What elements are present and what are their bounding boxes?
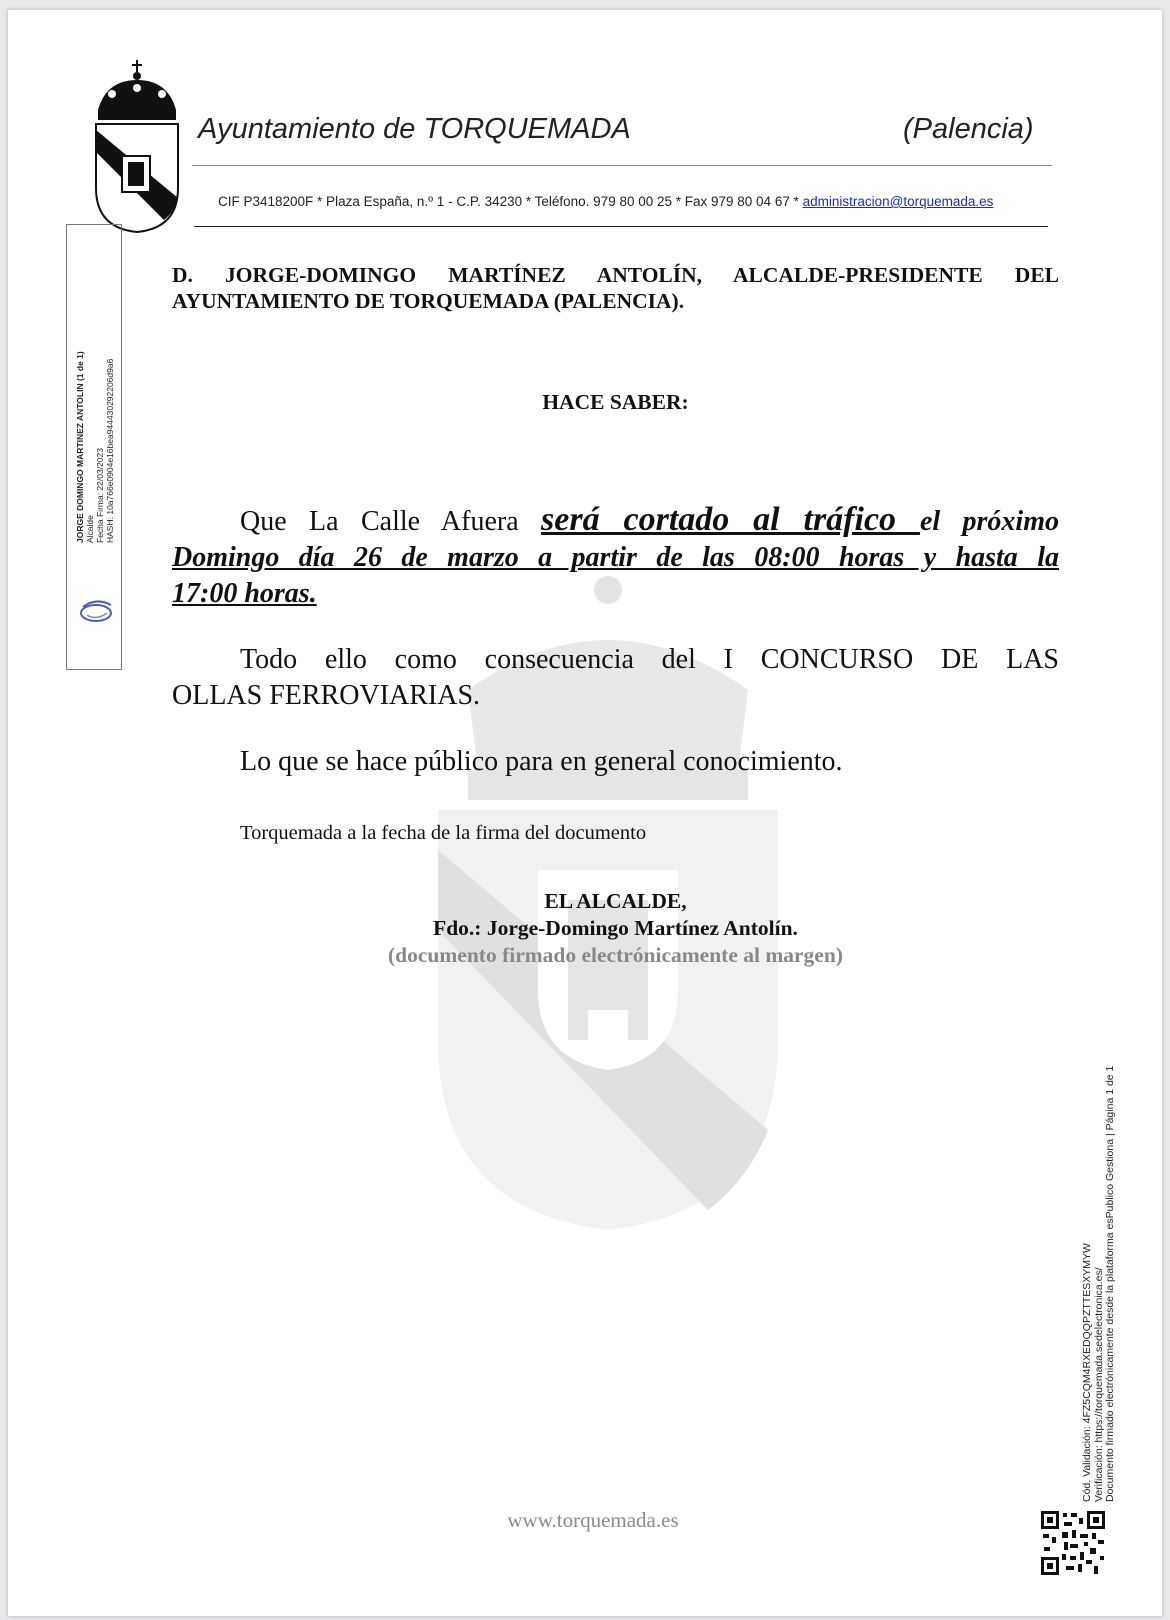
signature-hash: HASH: 10a766e0904e16bea944430292206d9a6 [105,358,115,543]
p2-line-1: Todo ello como consecuencia del I CONCURSO DE LAS [240,644,1059,675]
signer-role: Alcalde [85,515,95,543]
email-link[interactable]: administracion@torquemada.es [802,194,994,209]
header-divider [192,165,1052,166]
signer-name: JORGE DOMINGO MARTINEZ ANTOLIN (1 de 1) [75,351,85,543]
signature-block [172,888,1059,969]
footer-website[interactable]: www.torquemada.es [507,1508,679,1532]
paragraph-road-closure [172,502,1059,612]
document-page [8,10,1162,1616]
validation-text [1082,1066,1117,1502]
p1-next: el próximo [919,506,1059,537]
contact-line [218,194,1018,209]
date-line: Torquemada a la fecha de la firma del documento [240,822,647,844]
paragraph-public-notice: Lo que se hace público para en general conocimiento. [240,746,843,777]
organization-province: (Palencia) [903,113,1034,145]
p2-line-2: OLLAS FERROVIARIAS. [172,680,481,711]
contact-divider [194,226,1048,227]
signature-seal-icon [77,595,115,625]
announcement-heading: HACE SABER: [542,390,689,414]
p1-intro: Que La Calle Afuera [240,506,542,537]
organization-name: Ayuntamiento de TORQUEMADA [198,113,631,145]
sign-name: Fdo.: Jorge-Domingo Martínez Antolín. [433,916,798,940]
addressee-line-2: AYUNTAMIENTO DE TORQUEMADA (PALENCIA). [172,289,685,313]
platform-note: Documento firmado electrónicamente desde la plataforma esPublico Gestiona | Página 1 de 1 [1104,1065,1116,1502]
addressee-line-1: D. JORGE-DOMINGO MARTÍNEZ ANTOLÍN, ALCALDE-PRESIDENTE DEL [172,263,1059,287]
p1-end-time: 17:00 horas. [172,578,317,609]
paragraph-reason [172,642,1059,714]
addressee [172,262,1059,314]
sign-title: EL ALCALDE, [544,889,687,913]
p1-emphasis: será cortado al tráfico [541,501,920,538]
verification-url: Verificación: https://torquemada.sedelectronica.es/ [1092,1267,1105,1502]
signature-box [66,224,122,670]
coat-of-arms-icon [86,58,188,234]
signature-text [75,351,115,543]
sign-note: (documento firmado electrónicamente al margen) [388,943,843,967]
signature-date: Fecha Firma: 22/03/2023 [95,448,105,543]
validation-code: Cód. Validación: 4FZ5CQM4RXEDQQPZTTESXYMYW [1081,1243,1093,1502]
p1-date-range: Domingo día 26 de marzo a partir de las 08:00 horas y hasta la [172,542,1059,573]
contact-details: CIF P3418200F * Plaza España, n.º 1 - C.P. 34230 * Teléfono. 979 80 00 25 * Fax 979 80 04 67 * [218,194,803,209]
